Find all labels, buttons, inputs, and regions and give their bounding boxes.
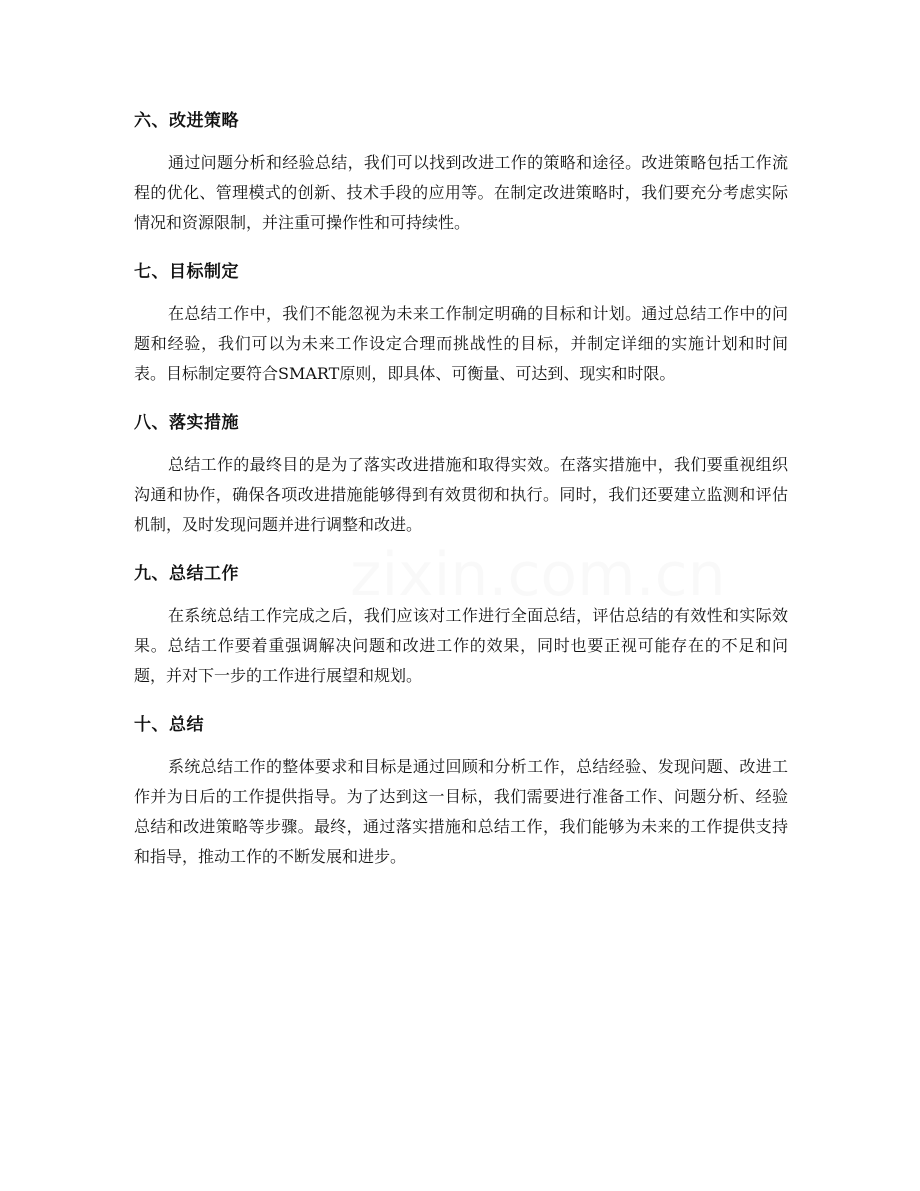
- section-paragraph: 总结工作的最终目的是为了落实改进措施和取得实效。在落实措施中，我们要重视组织沟通和协作，确保各项改进措施能够得到有效贯彻和执行。同时，我们还要建立监测和评估机制，及时发现问题并进行调整和改进。: [134, 455, 788, 534]
- section-heading: 八、落实措施: [134, 413, 239, 433]
- section-heading: 九、总结工作: [134, 564, 239, 584]
- section-paragraph: 在总结工作中，我们不能忽视为未来工作制定明确的目标和计划。通过总结工作中的问题和经验，我们可以为未来工作设定合理而挑战性的目标，并制定详细的实施计划和时间表。目标制定要符合SMART原则，即具体、可衡量、可达到、现实和时限。: [134, 304, 788, 383]
- section-conclusion: [134, 710, 788, 872]
- section-goal-setting: [134, 257, 788, 389]
- section-summary-work: [134, 559, 788, 691]
- section-improvement-strategy: [134, 106, 788, 238]
- section-heading: 七、目标制定: [134, 262, 239, 282]
- section-paragraph: 系统总结工作的整体要求和目标是通过回顾和分析工作，总结经验、发现问题、改进工作并为日后的工作提供指导。为了达到这一目标，我们需要进行准备工作、问题分析、经验总结和改进策略等步骤。最终，通过落实措施和总结工作，我们能够为未来的工作提供支持和指导，推动工作的不断发展和进步。: [134, 757, 788, 866]
- document-page: [134, 106, 788, 891]
- section-paragraph: 在系统总结工作完成之后，我们应该对工作进行全面总结，评估总结的有效性和实际效果。总结工作要着重强调解决问题和改进工作的效果，同时也要正视可能存在的不足和问题，并对下一步的工作进行展望和规划。: [134, 606, 788, 685]
- section-implementation-measures: [134, 408, 788, 540]
- section-heading: 十、总结: [134, 715, 204, 735]
- section-heading: 六、改进策略: [134, 111, 239, 131]
- section-paragraph: 通过问题分析和经验总结，我们可以找到改进工作的策略和途径。改进策略包括工作流程的优化、管理模式的创新、技术手段的应用等。在制定改进策略时，我们要充分考虑实际情况和资源限制，并注重可操作性和可持续性。: [134, 153, 788, 232]
